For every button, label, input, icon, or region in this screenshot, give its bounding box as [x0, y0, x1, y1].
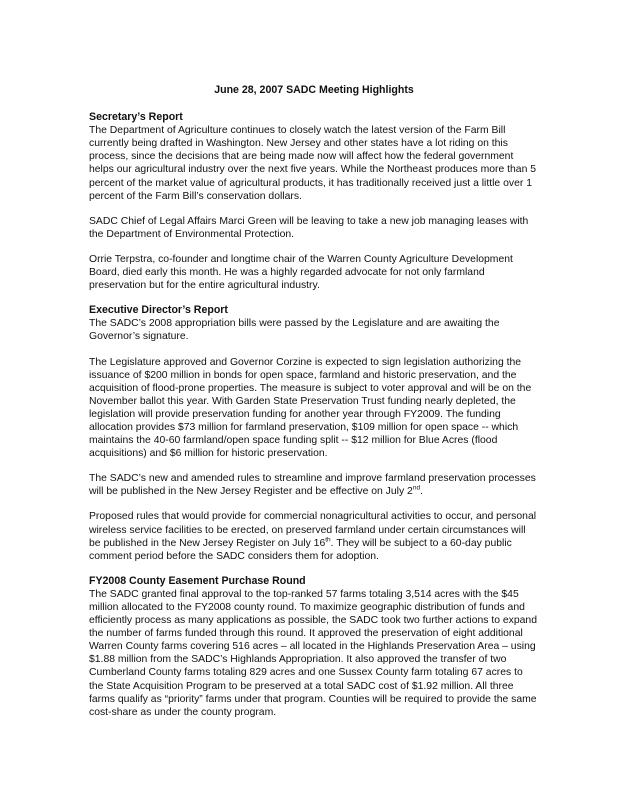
fy2008-round-section	[89, 575, 539, 719]
secretary-paragraph-terpstra: Orrie Terpstra, co-founder and longtime chair of the Warren County Agriculture Development Board, died early this month. He was a highly regarded advocate for not only farmland preservation but for the entire agricultural industry.	[89, 253, 513, 292]
secretary-paragraph-farm-bill: The Department of Agriculture continues to closely watch the latest version of the Farm Bill currently being drafted in Washington. New Jersey and other states have a lot riding on this process, since the decisions that are being made now will affect how the federal government helps our agricultural industry over the next five years. While the Northeast produces more than 5 percent of the market value of agricultural products, it has traditionally received just a little over 1 percent of the Farm Bill’s conservation dollars.	[89, 125, 537, 202]
document-page	[89, 84, 539, 731]
proposed-rules-text: Proposed rules that would provide for commercial nonagricultural activities to occur, and personal wireless service facilities to be erected, on preserved farmland under certain circumstances will be published in the New Jersey Register on July 16	[89, 511, 537, 549]
fy2008-paragraph: The SADC granted final approval to the top-ranked 57 farms totaling 3,514 acres with the $45 million allocated to the FY2008 county round. To maximize geographic distribution of funds and efficiently process as many applications as possible, the SADC took two further actions to expand the number of farms funded through this round. It approved the preservation of eight additional Warren County farms covering 516 acres – all located in the Highlands Preservation Area – using $1.88 million from the SADC’s Highlands Appropriation. It also approved the transfer of two Cumberland County farms totaling 829 acres and one Sussex County farm totaling 67 acres to the State Acquisition Program to be preserved at a total SADC cost of $1.92 million. All three farms qualify as “priority” farms under that program. Counties will be required to provide the same cost-share as under the county program.	[89, 588, 537, 718]
rules-text: The SADC’s new and amended rules to streamline and improve farmland preservation processes will be published in the New Jersey Register and be effective on July 2	[89, 473, 536, 498]
proposed-rules-end: . They will be subject to a 60-day public comment period before the SADC considers them for adoption.	[89, 537, 512, 562]
executive-director-report-section	[89, 304, 539, 563]
executive-paragraph-bond-legislation: The Legislature approved and Governor Corzine is expected to sign legislation authorizing the issuance of $200 million in bonds for open space, farmland and historic preservation, and the acquisition of flood-prone properties. The measure is subject to voter approval and will be on the November ballot this year. With Garden State Preservation Trust funding nearly depleted, the legislation will provide preservation funding for another year through FY2009. The funding allocation provides $73 million for farmland preservation, $109 million for open space -- which maintains the 40-60 farmland/open space funding split -- $12 million for Blue Acres (flood acquisitions) and $6 million for historic preservation.	[89, 356, 532, 460]
executive-director-report-heading: Executive Director’s Report	[89, 304, 228, 317]
secretary-report-section	[89, 111, 539, 292]
proposed-rules-date-suffix: th	[325, 536, 331, 544]
executive-paragraph-proposed-rules	[89, 510, 539, 562]
document-title: June 28, 2007 SADC Meeting Highlights	[214, 84, 414, 96]
secretary-report-heading: Secretary’s Report	[89, 111, 183, 124]
executive-paragraph-appropriation: The SADC’s 2008 appropriation bills were passed by the Legislature and are awaiting the Governor’s signature.	[89, 318, 500, 343]
rules-date-suffix: nd	[412, 484, 421, 492]
secretary-paragraph-legal-affairs: SADC Chief of Legal Affairs Marci Green will be leaving to take a new job managing leases with the Department of Environmental Protection.	[89, 215, 529, 240]
fy2008-round-heading: FY2008 County Easement Purchase Round	[89, 574, 306, 587]
executive-paragraph-rules	[89, 472, 539, 498]
rules-end: .	[420, 486, 423, 498]
